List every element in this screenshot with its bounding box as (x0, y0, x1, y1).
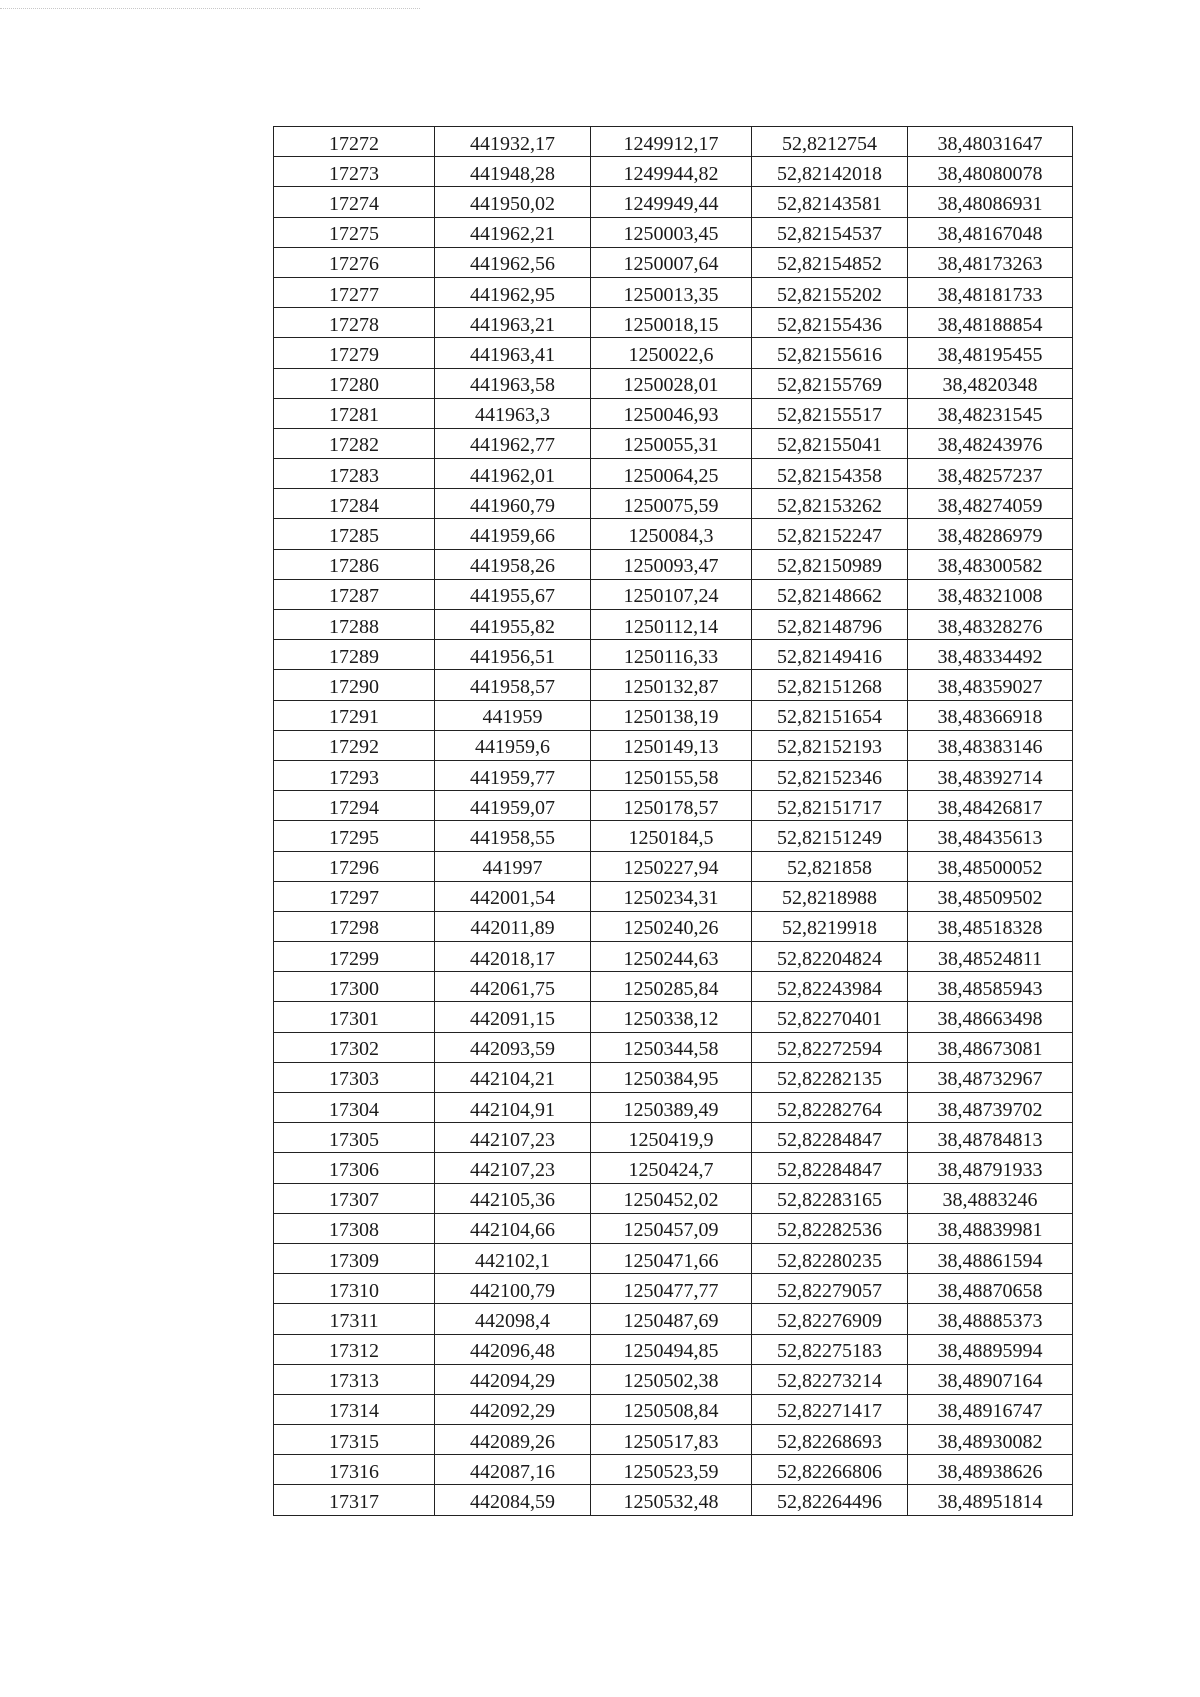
table-row (274, 157, 1073, 187)
point-number-cell: 17290 (274, 670, 435, 700)
x-coordinate-cell: 442107,23 (435, 1153, 591, 1183)
latitude-cell: 52,82155202 (752, 277, 908, 307)
x-coordinate-cell: 441959,6 (435, 730, 591, 760)
y-coordinate-cell: 1250344,58 (591, 1032, 752, 1062)
point-number-cell: 17289 (274, 640, 435, 670)
latitude-cell: 52,82280235 (752, 1243, 908, 1273)
x-coordinate-cell: 442093,59 (435, 1032, 591, 1062)
x-coordinate-cell: 441963,21 (435, 308, 591, 338)
longitude-cell: 38,48739702 (908, 1093, 1073, 1123)
table-row (274, 730, 1073, 760)
x-coordinate-cell: 441956,51 (435, 640, 591, 670)
y-coordinate-cell: 1250234,31 (591, 881, 752, 911)
longitude-cell: 38,48359027 (908, 670, 1073, 700)
point-number-cell: 17306 (274, 1153, 435, 1183)
x-coordinate-cell: 441955,82 (435, 610, 591, 640)
y-coordinate-cell: 1250055,31 (591, 428, 752, 458)
table-row (274, 368, 1073, 398)
latitude-cell: 52,82282135 (752, 1062, 908, 1092)
x-coordinate-cell: 442092,29 (435, 1394, 591, 1424)
latitude-cell: 52,82204824 (752, 942, 908, 972)
latitude-cell: 52,82282764 (752, 1093, 908, 1123)
longitude-cell: 38,4883246 (908, 1183, 1073, 1213)
x-coordinate-cell: 441963,41 (435, 338, 591, 368)
y-coordinate-cell: 1249944,82 (591, 157, 752, 187)
point-number-cell: 17273 (274, 157, 435, 187)
point-number-cell: 17310 (274, 1274, 435, 1304)
y-coordinate-cell: 1250452,02 (591, 1183, 752, 1213)
longitude-cell: 38,48300582 (908, 549, 1073, 579)
y-coordinate-cell: 1250116,33 (591, 640, 752, 670)
x-coordinate-cell: 442104,21 (435, 1062, 591, 1092)
table-row (274, 1123, 1073, 1153)
latitude-cell: 52,82154852 (752, 247, 908, 277)
table-row (274, 700, 1073, 730)
y-coordinate-cell: 1250107,24 (591, 579, 752, 609)
latitude-cell: 52,82152346 (752, 760, 908, 790)
y-coordinate-cell: 1250494,85 (591, 1334, 752, 1364)
point-number-cell: 17296 (274, 851, 435, 881)
table-row (274, 127, 1073, 157)
table-row (274, 1485, 1073, 1515)
y-coordinate-cell: 1250471,66 (591, 1243, 752, 1273)
table-row (274, 1032, 1073, 1062)
coordinates-table-body (274, 127, 1073, 1516)
y-coordinate-cell: 1250007,64 (591, 247, 752, 277)
point-number-cell: 17276 (274, 247, 435, 277)
longitude-cell: 38,48086931 (908, 187, 1073, 217)
longitude-cell: 38,48231545 (908, 398, 1073, 428)
point-number-cell: 17275 (274, 217, 435, 247)
longitude-cell: 38,48663498 (908, 1002, 1073, 1032)
x-coordinate-cell: 442001,54 (435, 881, 591, 911)
point-number-cell: 17315 (274, 1425, 435, 1455)
table-row (274, 670, 1073, 700)
point-number-cell: 17311 (274, 1304, 435, 1334)
table-row (274, 1153, 1073, 1183)
x-coordinate-cell: 441962,95 (435, 277, 591, 307)
longitude-cell: 38,48392714 (908, 760, 1073, 790)
table-row (274, 760, 1073, 790)
latitude-cell: 52,82148796 (752, 610, 908, 640)
latitude-cell: 52,82283165 (752, 1183, 908, 1213)
y-coordinate-cell: 1250155,58 (591, 760, 752, 790)
x-coordinate-cell: 442061,75 (435, 972, 591, 1002)
x-coordinate-cell: 442104,66 (435, 1213, 591, 1243)
longitude-cell: 38,48321008 (908, 579, 1073, 609)
table-row (274, 1304, 1073, 1334)
point-number-cell: 17299 (274, 942, 435, 972)
y-coordinate-cell: 1250178,57 (591, 791, 752, 821)
y-coordinate-cell: 1250112,14 (591, 610, 752, 640)
point-number-cell: 17312 (274, 1334, 435, 1364)
table-row (274, 338, 1073, 368)
x-coordinate-cell: 441955,67 (435, 579, 591, 609)
x-coordinate-cell: 441963,58 (435, 368, 591, 398)
latitude-cell: 52,82154358 (752, 459, 908, 489)
x-coordinate-cell: 441962,77 (435, 428, 591, 458)
table-row (274, 428, 1073, 458)
point-number-cell: 17288 (274, 610, 435, 640)
point-number-cell: 17314 (274, 1394, 435, 1424)
latitude-cell: 52,82151249 (752, 821, 908, 851)
table-row (274, 610, 1073, 640)
latitude-cell: 52,82148662 (752, 579, 908, 609)
y-coordinate-cell: 1250508,84 (591, 1394, 752, 1424)
table-row (274, 1425, 1073, 1455)
longitude-cell: 38,48784813 (908, 1123, 1073, 1153)
latitude-cell: 52,82276909 (752, 1304, 908, 1334)
latitude-cell: 52,82149416 (752, 640, 908, 670)
point-number-cell: 17280 (274, 368, 435, 398)
point-number-cell: 17303 (274, 1062, 435, 1092)
point-number-cell: 17282 (274, 428, 435, 458)
table-row (274, 459, 1073, 489)
y-coordinate-cell: 1250244,63 (591, 942, 752, 972)
point-number-cell: 17283 (274, 459, 435, 489)
x-coordinate-cell: 441997 (435, 851, 591, 881)
table-row (274, 881, 1073, 911)
longitude-cell: 38,48188854 (908, 308, 1073, 338)
longitude-cell: 38,48500052 (908, 851, 1073, 881)
table-row (274, 1062, 1073, 1092)
x-coordinate-cell: 441959 (435, 700, 591, 730)
point-number-cell: 17291 (274, 700, 435, 730)
x-coordinate-cell: 442098,4 (435, 1304, 591, 1334)
table-row (274, 1274, 1073, 1304)
latitude-cell: 52,82243984 (752, 972, 908, 1002)
table-row (274, 398, 1073, 428)
table-row (274, 519, 1073, 549)
y-coordinate-cell: 1250523,59 (591, 1455, 752, 1485)
y-coordinate-cell: 1249912,17 (591, 127, 752, 157)
longitude-cell: 38,48383146 (908, 730, 1073, 760)
latitude-cell: 52,82155517 (752, 398, 908, 428)
latitude-cell: 52,82155616 (752, 338, 908, 368)
latitude-cell: 52,82270401 (752, 1002, 908, 1032)
y-coordinate-cell: 1250064,25 (591, 459, 752, 489)
latitude-cell: 52,82155769 (752, 368, 908, 398)
x-coordinate-cell: 441960,79 (435, 489, 591, 519)
y-coordinate-cell: 1250338,12 (591, 1002, 752, 1032)
y-coordinate-cell: 1250424,7 (591, 1153, 752, 1183)
y-coordinate-cell: 1250389,49 (591, 1093, 752, 1123)
latitude-cell: 52,82150989 (752, 549, 908, 579)
table-row (274, 851, 1073, 881)
longitude-cell: 38,48334492 (908, 640, 1073, 670)
latitude-cell: 52,82279057 (752, 1274, 908, 1304)
longitude-cell: 38,48885373 (908, 1304, 1073, 1334)
latitude-cell: 52,8212754 (752, 127, 908, 157)
longitude-cell: 38,48839981 (908, 1213, 1073, 1243)
x-coordinate-cell: 442011,89 (435, 911, 591, 941)
x-coordinate-cell: 441958,57 (435, 670, 591, 700)
point-number-cell: 17309 (274, 1243, 435, 1273)
table-row (274, 972, 1073, 1002)
latitude-cell: 52,82142018 (752, 157, 908, 187)
latitude-cell: 52,82272594 (752, 1032, 908, 1062)
point-number-cell: 17284 (274, 489, 435, 519)
longitude-cell: 38,48243976 (908, 428, 1073, 458)
table-row (274, 217, 1073, 247)
latitude-cell: 52,82271417 (752, 1394, 908, 1424)
point-number-cell: 17295 (274, 821, 435, 851)
table-row (274, 911, 1073, 941)
longitude-cell: 38,48257237 (908, 459, 1073, 489)
x-coordinate-cell: 442089,26 (435, 1425, 591, 1455)
latitude-cell: 52,82284847 (752, 1123, 908, 1153)
table-row (274, 1093, 1073, 1123)
point-number-cell: 17301 (274, 1002, 435, 1032)
y-coordinate-cell: 1250075,59 (591, 489, 752, 519)
table-row (274, 942, 1073, 972)
latitude-cell: 52,82155436 (752, 308, 908, 338)
x-coordinate-cell: 442102,1 (435, 1243, 591, 1273)
latitude-cell: 52,82151717 (752, 791, 908, 821)
point-number-cell: 17294 (274, 791, 435, 821)
y-coordinate-cell: 1250477,77 (591, 1274, 752, 1304)
point-number-cell: 17285 (274, 519, 435, 549)
x-coordinate-cell: 441959,77 (435, 760, 591, 790)
longitude-cell: 38,48031647 (908, 127, 1073, 157)
table-row (274, 187, 1073, 217)
longitude-cell: 38,48732967 (908, 1062, 1073, 1092)
coordinates-table (273, 126, 1073, 1516)
point-number-cell: 17279 (274, 338, 435, 368)
x-coordinate-cell: 441958,26 (435, 549, 591, 579)
y-coordinate-cell: 1249949,44 (591, 187, 752, 217)
y-coordinate-cell: 1250384,95 (591, 1062, 752, 1092)
y-coordinate-cell: 1250022,6 (591, 338, 752, 368)
table-row (274, 549, 1073, 579)
x-coordinate-cell: 441958,55 (435, 821, 591, 851)
point-number-cell: 17308 (274, 1213, 435, 1243)
longitude-cell: 38,48870658 (908, 1274, 1073, 1304)
longitude-cell: 38,48930082 (908, 1425, 1073, 1455)
point-number-cell: 17292 (274, 730, 435, 760)
x-coordinate-cell: 441959,66 (435, 519, 591, 549)
x-coordinate-cell: 442105,36 (435, 1183, 591, 1213)
latitude-cell: 52,82151654 (752, 700, 908, 730)
longitude-cell: 38,48585943 (908, 972, 1073, 1002)
y-coordinate-cell: 1250502,38 (591, 1364, 752, 1394)
table-row (274, 1334, 1073, 1364)
point-number-cell: 17297 (274, 881, 435, 911)
latitude-cell: 52,821858 (752, 851, 908, 881)
latitude-cell: 52,82143581 (752, 187, 908, 217)
y-coordinate-cell: 1250093,47 (591, 549, 752, 579)
latitude-cell: 52,82155041 (752, 428, 908, 458)
table-row (274, 1364, 1073, 1394)
longitude-cell: 38,48938626 (908, 1455, 1073, 1485)
x-coordinate-cell: 442104,91 (435, 1093, 591, 1123)
x-coordinate-cell: 442087,16 (435, 1455, 591, 1485)
x-coordinate-cell: 442094,29 (435, 1364, 591, 1394)
point-number-cell: 17304 (274, 1093, 435, 1123)
latitude-cell: 52,82284847 (752, 1153, 908, 1183)
table-row (274, 640, 1073, 670)
y-coordinate-cell: 1250532,48 (591, 1485, 752, 1515)
point-number-cell: 17298 (274, 911, 435, 941)
y-coordinate-cell: 1250003,45 (591, 217, 752, 247)
longitude-cell: 38,48173263 (908, 247, 1073, 277)
table-row (274, 1394, 1073, 1424)
latitude-cell: 52,8219918 (752, 911, 908, 941)
longitude-cell: 38,4820348 (908, 368, 1073, 398)
x-coordinate-cell: 442096,48 (435, 1334, 591, 1364)
table-row (274, 1183, 1073, 1213)
point-number-cell: 17293 (274, 760, 435, 790)
point-number-cell: 17316 (274, 1455, 435, 1485)
y-coordinate-cell: 1250285,84 (591, 972, 752, 1002)
latitude-cell: 52,82264496 (752, 1485, 908, 1515)
longitude-cell: 38,48195455 (908, 338, 1073, 368)
longitude-cell: 38,48895994 (908, 1334, 1073, 1364)
x-coordinate-cell: 441962,56 (435, 247, 591, 277)
longitude-cell: 38,48951814 (908, 1485, 1073, 1515)
x-coordinate-cell: 442091,15 (435, 1002, 591, 1032)
x-coordinate-cell: 441962,01 (435, 459, 591, 489)
y-coordinate-cell: 1250517,83 (591, 1425, 752, 1455)
point-number-cell: 17300 (274, 972, 435, 1002)
y-coordinate-cell: 1250013,35 (591, 277, 752, 307)
x-coordinate-cell: 441948,28 (435, 157, 591, 187)
x-coordinate-cell: 441963,3 (435, 398, 591, 428)
longitude-cell: 38,48509502 (908, 881, 1073, 911)
y-coordinate-cell: 1250419,9 (591, 1123, 752, 1153)
x-coordinate-cell: 442107,23 (435, 1123, 591, 1153)
latitude-cell: 52,82151268 (752, 670, 908, 700)
longitude-cell: 38,48435613 (908, 821, 1073, 851)
point-number-cell: 17317 (274, 1485, 435, 1515)
longitude-cell: 38,48916747 (908, 1394, 1073, 1424)
point-number-cell: 17313 (274, 1364, 435, 1394)
latitude-cell: 52,82273214 (752, 1364, 908, 1394)
table-row (274, 489, 1073, 519)
x-coordinate-cell: 441950,02 (435, 187, 591, 217)
latitude-cell: 52,82152247 (752, 519, 908, 549)
table-row (274, 1002, 1073, 1032)
y-coordinate-cell: 1250227,94 (591, 851, 752, 881)
table-row (274, 579, 1073, 609)
point-number-cell: 17302 (274, 1032, 435, 1062)
latitude-cell: 52,82268693 (752, 1425, 908, 1455)
latitude-cell: 52,82154537 (752, 217, 908, 247)
table-row (274, 247, 1073, 277)
table-row (274, 821, 1073, 851)
longitude-cell: 38,48181733 (908, 277, 1073, 307)
latitude-cell: 52,82282536 (752, 1213, 908, 1243)
x-coordinate-cell: 441962,21 (435, 217, 591, 247)
x-coordinate-cell: 441932,17 (435, 127, 591, 157)
longitude-cell: 38,48518328 (908, 911, 1073, 941)
longitude-cell: 38,48907164 (908, 1364, 1073, 1394)
longitude-cell: 38,48080078 (908, 157, 1073, 187)
latitude-cell: 52,82275183 (752, 1334, 908, 1364)
table-row (274, 1213, 1073, 1243)
table-row (274, 791, 1073, 821)
y-coordinate-cell: 1250132,87 (591, 670, 752, 700)
scan-edge-artifact (0, 8, 420, 9)
point-number-cell: 17281 (274, 398, 435, 428)
point-number-cell: 17286 (274, 549, 435, 579)
y-coordinate-cell: 1250457,09 (591, 1213, 752, 1243)
latitude-cell: 52,82266806 (752, 1455, 908, 1485)
point-number-cell: 17305 (274, 1123, 435, 1153)
longitude-cell: 38,48426817 (908, 791, 1073, 821)
longitude-cell: 38,48861594 (908, 1243, 1073, 1273)
table-row (274, 1243, 1073, 1273)
y-coordinate-cell: 1250149,13 (591, 730, 752, 760)
longitude-cell: 38,48791933 (908, 1153, 1073, 1183)
longitude-cell: 38,48167048 (908, 217, 1073, 247)
table-row (274, 1455, 1073, 1485)
longitude-cell: 38,48524811 (908, 942, 1073, 972)
x-coordinate-cell: 442084,59 (435, 1485, 591, 1515)
point-number-cell: 17278 (274, 308, 435, 338)
latitude-cell: 52,82153262 (752, 489, 908, 519)
y-coordinate-cell: 1250018,15 (591, 308, 752, 338)
y-coordinate-cell: 1250046,93 (591, 398, 752, 428)
y-coordinate-cell: 1250240,26 (591, 911, 752, 941)
y-coordinate-cell: 1250028,01 (591, 368, 752, 398)
longitude-cell: 38,48274059 (908, 489, 1073, 519)
longitude-cell: 38,48328276 (908, 610, 1073, 640)
point-number-cell: 17277 (274, 277, 435, 307)
x-coordinate-cell: 442018,17 (435, 942, 591, 972)
longitude-cell: 38,48286979 (908, 519, 1073, 549)
latitude-cell: 52,8218988 (752, 881, 908, 911)
point-number-cell: 17307 (274, 1183, 435, 1213)
table-row (274, 308, 1073, 338)
longitude-cell: 38,48673081 (908, 1032, 1073, 1062)
y-coordinate-cell: 1250138,19 (591, 700, 752, 730)
latitude-cell: 52,82152193 (752, 730, 908, 760)
point-number-cell: 17272 (274, 127, 435, 157)
point-number-cell: 17274 (274, 187, 435, 217)
x-coordinate-cell: 442100,79 (435, 1274, 591, 1304)
y-coordinate-cell: 1250084,3 (591, 519, 752, 549)
longitude-cell: 38,48366918 (908, 700, 1073, 730)
point-number-cell: 17287 (274, 579, 435, 609)
x-coordinate-cell: 441959,07 (435, 791, 591, 821)
y-coordinate-cell: 1250184,5 (591, 821, 752, 851)
table-row (274, 277, 1073, 307)
y-coordinate-cell: 1250487,69 (591, 1304, 752, 1334)
